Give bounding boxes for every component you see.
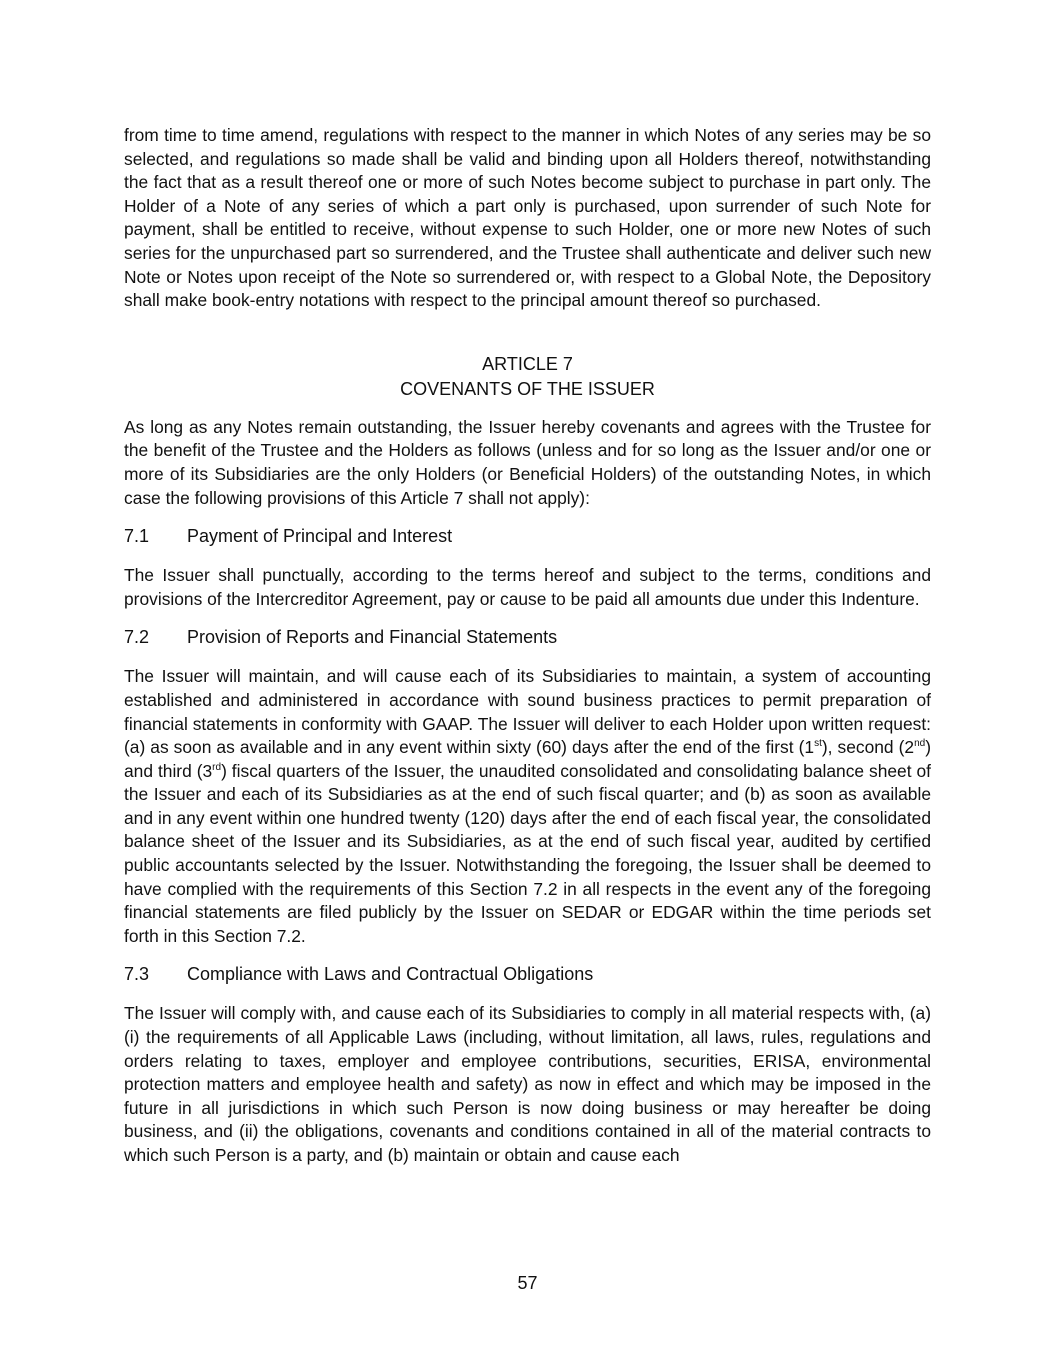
carryover-paragraph: from time to time amend, regulations with respect to the manner in which Notes of any series may be so selected, and regulations so made shall be valid and binding upon all Holders thereof, notwithstanding the fact that as a result thereof one or more of such Notes become subject to purchase in part only. The Holder of a Note of any series of which a part only is purchased, upon surrender of such Note for payment, shall be entitled to receive, without expense to such Holder, one or more new Notes of such series for the unpurchased part so surrendered, and the Trustee shall authenticate and deliver such new Note or Notes upon receipt of the Note so surrendered or, with respect to a Global Note, the Depository shall make book-entry notations with respect to the principal amount thereof so purchased. bbox=[124, 125, 931, 311]
article-number: ARTICLE 7 bbox=[482, 353, 573, 374]
ordinal-suffix: rd bbox=[212, 761, 222, 773]
section-body-7-2 bbox=[124, 665, 931, 948]
section-heading-7-3 bbox=[124, 962, 931, 986]
section-number: 7.3 bbox=[124, 964, 150, 985]
ordinal-suffix: st bbox=[814, 738, 822, 750]
section-body-text: The Issuer will maintain, and will cause each of its Subsidiaries to maintain, a system of accounting established and administered in accordance with sound business practices to permit preparation of financial statements in conformity with GAAP. The Issuer will deliver to each Holder upon written request: (a) as soon as available and in any event within sixty (60) days after the end of the first (1 bbox=[124, 666, 931, 758]
section-body-text: ) and third (3 bbox=[124, 737, 932, 781]
section-body-text: ) fiscal quarters of the Issuer, the unaudited consolidated and consolidating balance sheet of the Issuer and each of its Subsidiaries as at the end of such fiscal quarter; and (b) as soon as available and in any event within one hundred twenty (120) days after the end of each fiscal year, the consolidated balance sheet of the Issuer and its Subsidiaries, as at the end of such fiscal year, audited by certified public accountants selected by the Issuer. Notwithstanding the foregoing, the Issuer shall be deemed to have complied with the requirements of this Section 7.2 in all respects in the event any of the foregoing financial statements are filed publicly by the Issuer on SEDAR or EDGAR within the time periods set forth in this Section 7.2. bbox=[124, 760, 931, 946]
section-title: Provision of Reports and Financial Statements bbox=[187, 627, 558, 648]
section-number: 7.1 bbox=[124, 526, 150, 547]
section-number: 7.2 bbox=[124, 627, 150, 648]
section-body-text: ), second (2 bbox=[821, 737, 915, 758]
article-intro-paragraph: As long as any Notes remain outstanding, the Issuer hereby covenants and agrees with the Trustee for the benefit of the Trustee and the Holders as follows (unless and for so long as the Issuer and/or one or more of its Subsidiaries are the only Holders (or Beneficial Holders) of the outstanding Notes, in which case the following provisions of this Article 7 shall not apply): bbox=[124, 416, 931, 508]
section-title: Compliance with Laws and Contractual Obligations bbox=[187, 964, 594, 985]
document-page bbox=[124, 124, 931, 1168]
section-title: Payment of Principal and Interest bbox=[187, 526, 453, 547]
section-heading-7-2 bbox=[124, 625, 931, 649]
page-number: 57 bbox=[517, 1273, 538, 1293]
article-heading bbox=[124, 352, 931, 402]
section-body-7-1: The Issuer shall punctually, according to the terms hereof and subject to the terms, conditions and provisions of the Intercreditor Agreement, pay or cause to be paid all amounts due under this Indenture. bbox=[124, 565, 931, 609]
article-title: COVENANTS OF THE ISSUER bbox=[400, 378, 655, 399]
ordinal-suffix: nd bbox=[914, 738, 926, 750]
section-body-7-3: The Issuer will comply with, and cause each of its Subsidiaries to comply in all material respects with, (a)(i) the requirements of all Applicable Laws (including, without limitation, all laws, rules, regulations and orders relating to taxes, employer and employee contributions, securities, ERISA, environmental protection matters and employee health and safety) as now in effect and which may be imposed in the future in all jurisdictions in which such Person is now doing business or may hereafter be doing business, and (ii) the obligations, covenants and conditions contained in all of the material contracts to which such Person is a party, and (b) maintain or obtain and cause each bbox=[124, 1003, 931, 1165]
section-heading-7-1 bbox=[124, 524, 931, 548]
